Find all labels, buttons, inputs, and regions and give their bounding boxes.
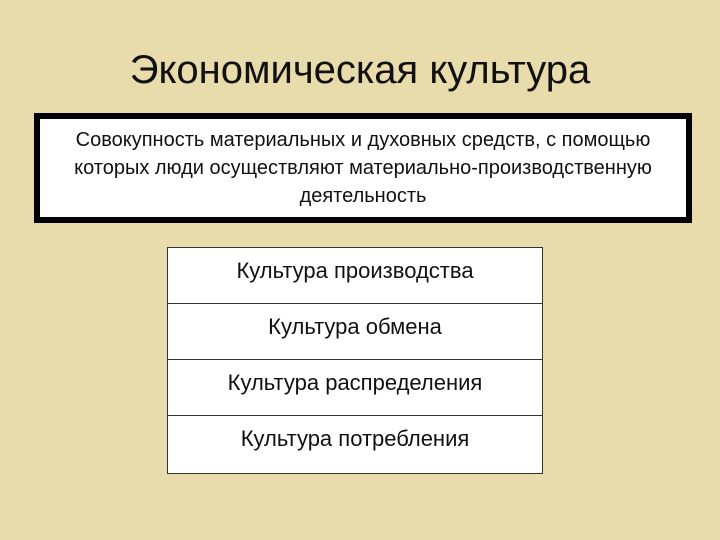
- culture-type-exchange: Культура обмена: [168, 304, 542, 360]
- definition-text: Совокупность материальных и духовных средств, с помощью которых люди осуществляют материально-производственную деятельность: [74, 129, 652, 207]
- culture-type-consumption: Культура потребления: [240, 426, 470, 451]
- culture-type-distribution: Культура распределения: [168, 360, 542, 416]
- definition-box: [34, 113, 692, 223]
- culture-types-table: [167, 247, 543, 474]
- slide-title: Экономическая культура: [129, 48, 591, 92]
- culture-type-production: Культура производства: [168, 248, 542, 304]
